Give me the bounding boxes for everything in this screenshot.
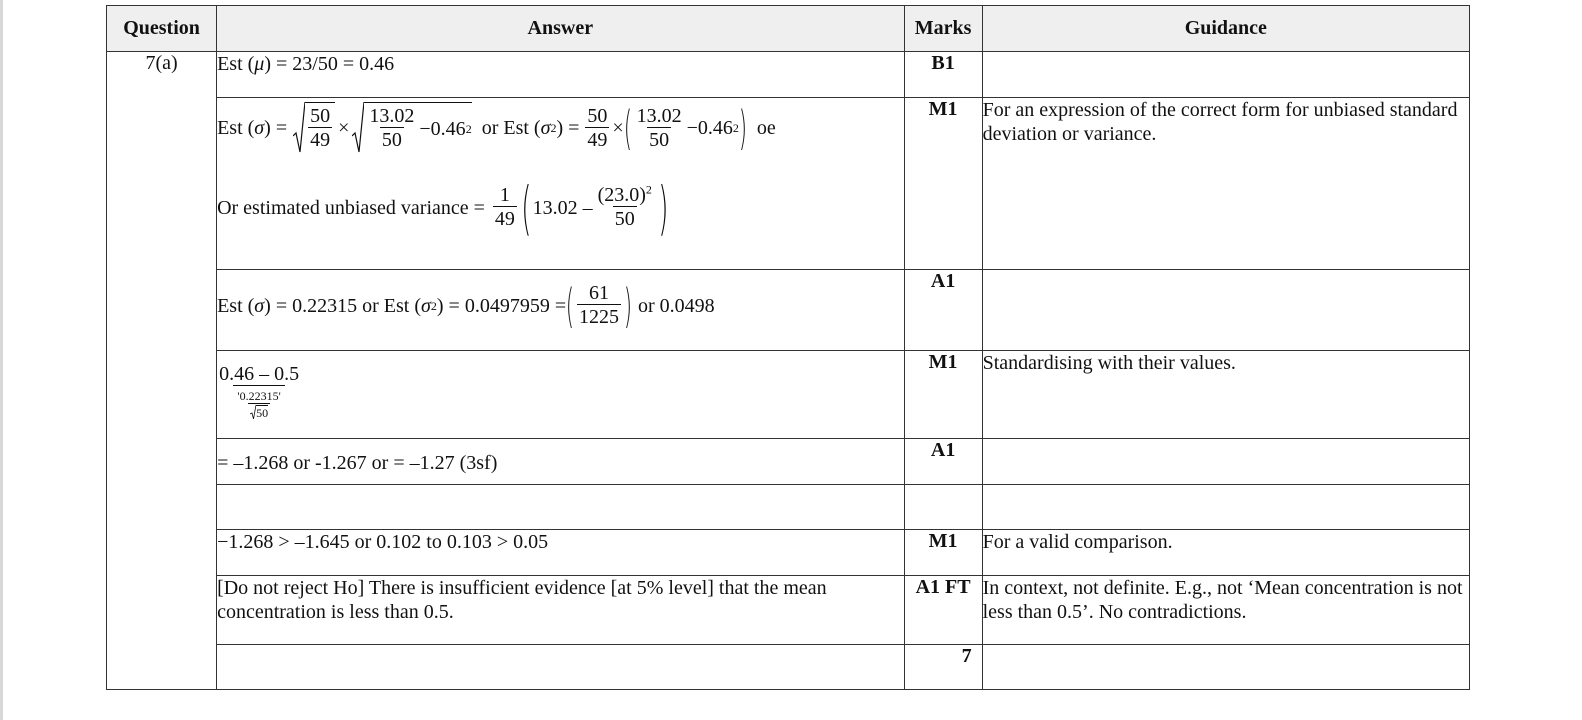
guidance-cell	[982, 52, 1469, 98]
table-row	[107, 485, 1470, 530]
answer-text: Est (	[217, 294, 255, 317]
fraction-den: 50	[381, 129, 402, 151]
question-label: 7(a)	[107, 52, 217, 690]
answer-text: ) = 0.22315 or Est (	[264, 294, 421, 317]
left-paren: (	[521, 173, 532, 242]
fraction-num: 13.02	[636, 104, 682, 127]
fraction-num: '0.22315'	[237, 389, 281, 403]
table-row	[107, 98, 1470, 270]
guidance-cell: Standardising with their values.	[982, 351, 1469, 439]
guidance-cell: For a valid comparison.	[982, 530, 1469, 576]
right-paren: )	[623, 278, 633, 333]
answer-text: −0.46	[419, 117, 466, 140]
marks-cell: B1	[904, 52, 982, 98]
sigma-symbol: σ	[254, 294, 265, 317]
sigma-symbol: σ	[254, 117, 265, 139]
answer-text: Est (	[217, 117, 255, 139]
guidance-cell	[982, 485, 1469, 530]
answer-cell	[217, 98, 905, 270]
formula-variance	[217, 173, 904, 242]
answer-cell	[217, 645, 905, 690]
fraction-num: 13.02	[369, 105, 415, 127]
table-row	[107, 645, 1470, 690]
fraction-den: 50	[614, 208, 635, 230]
table-row	[107, 270, 1470, 351]
times-sign: ×	[338, 117, 350, 139]
table-row	[107, 576, 1470, 645]
sigma-symbol: σ	[540, 117, 551, 139]
answer-text: −0.46	[686, 117, 733, 139]
table-row	[107, 439, 1470, 485]
answer-text: ) = 0.0497959 =	[436, 294, 567, 317]
standardising-fraction	[217, 363, 301, 420]
header-answer: Answer	[217, 6, 905, 52]
total-marks-cell: 7	[904, 645, 982, 690]
fraction-num: 1	[499, 184, 510, 206]
answer-cell	[217, 351, 905, 439]
answer-text: or Est (	[481, 117, 541, 139]
marks-cell: A1 FT	[904, 576, 982, 645]
answer-text: 13.02 –	[532, 196, 593, 219]
fraction-den: 49	[587, 128, 608, 151]
guidance-cell	[982, 645, 1469, 690]
guidance-cell: For an expression of the correct form for unbiased standard deviation or variance.	[982, 98, 1469, 270]
answer-text: or 0.0498	[638, 294, 715, 317]
fraction-num: 50	[310, 105, 331, 127]
answer-text: ) =	[264, 117, 288, 139]
answer-cell	[217, 52, 905, 98]
fraction-den: 50	[256, 405, 269, 420]
answer-cell: −1.268 > –1.645 or 0.102 to 0.103 > 0.05	[217, 530, 905, 576]
right-paren: )	[738, 101, 747, 155]
marks-cell: A1	[904, 270, 982, 351]
formula-sd: Est ( σ ) = $\frac{50}{49}$ × $\frac{13.02}{50}$ −0.46 2 or Est ( σ 2 ) = $\frac{50}{49}$ × ( $\frac{13.02}{50}$ −0.46 2 ) oe	[217, 101, 776, 155]
right-paren: )	[658, 173, 669, 242]
answer-text: ) = 23/50 = 0.46	[264, 53, 395, 75]
fraction-den: 50	[649, 128, 670, 151]
fraction-num: 61	[589, 282, 610, 304]
formula-estimates: Est ( σ ) = 0.22315 or Est ( σ 2 ) = 0.0497959 = ( $\frac{61}{1225}$ ) or 0.0498	[217, 278, 715, 333]
answer-cell	[217, 270, 905, 351]
fraction-den: 49	[494, 208, 515, 230]
guidance-cell	[982, 270, 1469, 351]
marks-cell: M1	[904, 351, 982, 439]
mark-scheme-table	[106, 5, 1470, 690]
header-row	[107, 6, 1470, 52]
sqrt-symbol	[250, 405, 268, 420]
times-sign: ×	[612, 117, 624, 139]
header-question: Question	[107, 6, 217, 52]
left-paren: (	[623, 101, 632, 155]
answer-cell: [Do not reject Ho] There is insufficient evidence [at 5% level] that the mean concentration is less than 0.5.	[217, 576, 905, 645]
header-guidance: Guidance	[982, 6, 1469, 52]
fraction-num: 50	[587, 104, 608, 127]
marks-cell: A1	[904, 439, 982, 485]
table-row	[107, 351, 1470, 439]
marks-cell	[904, 485, 982, 530]
sqrt-symbol: $\frac{13.02}{50}$ −0.46 2	[352, 102, 471, 154]
answer-text: Est (	[217, 53, 255, 75]
superscript: 2	[645, 182, 652, 197]
answer-text: ) =	[556, 117, 580, 139]
answer-cell: = –1.268 or -1.267 or = –1.27 (3sf)	[217, 439, 905, 485]
sigma-symbol: σ	[421, 294, 431, 317]
marks-cell: M1	[904, 530, 982, 576]
sqrt-symbol	[293, 102, 335, 154]
answer-text: oe	[756, 117, 776, 139]
page-edge	[0, 0, 3, 720]
header-marks: Marks	[904, 6, 982, 52]
fraction-den	[233, 385, 284, 420]
fraction-num: (23.0)	[597, 184, 646, 206]
left-paren: (	[566, 278, 575, 333]
fraction-den: 49	[310, 129, 331, 151]
marks-cell: M1	[904, 98, 982, 270]
answer-text: Or estimated unbiased variance =	[217, 196, 485, 219]
mu-symbol: μ	[254, 53, 265, 75]
table-row	[107, 52, 1470, 98]
fraction-den: 1225	[579, 306, 620, 328]
guidance-cell	[982, 439, 1469, 485]
table-row	[107, 530, 1470, 576]
fraction-num: 0.46 – 0.5	[219, 363, 300, 385]
guidance-cell: In context, not definite. E.g., not ‘Mean concentration is not less than 0.5’. No contradictions.	[982, 576, 1469, 645]
answer-cell	[217, 485, 905, 530]
